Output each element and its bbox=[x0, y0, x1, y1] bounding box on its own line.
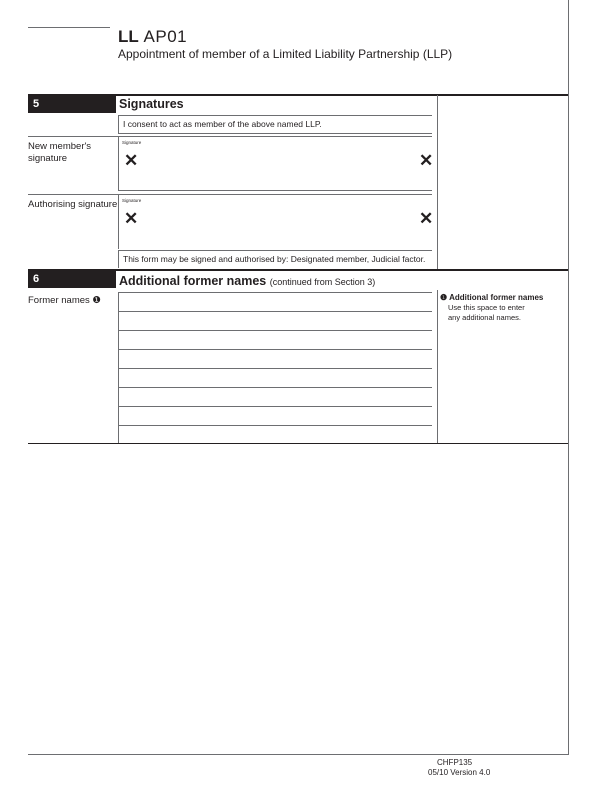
guidance-marker-icon: ❶ bbox=[440, 293, 448, 302]
footer-version: 05/10 Version 4.0 bbox=[428, 768, 491, 777]
form-number: AP01 bbox=[143, 27, 188, 46]
header-top-rule bbox=[28, 27, 110, 28]
consent-box-left bbox=[118, 115, 119, 133]
guidance-text: Use this space to enter any additional names. bbox=[448, 303, 525, 322]
former-name-row[interactable] bbox=[118, 387, 432, 406]
former-names-guidance bbox=[440, 293, 565, 323]
section5-title: Signatures bbox=[119, 97, 184, 111]
former-name-row[interactable] bbox=[118, 406, 432, 425]
former-names-label-text: Former names bbox=[28, 295, 90, 306]
authorised-by-text: This form may be signed and authorised by: Designated member, Judicial factor. bbox=[123, 254, 426, 264]
former-name-row[interactable] bbox=[118, 425, 432, 444]
section5-number: 5 bbox=[28, 95, 116, 113]
new-member-signature-caption: Signature bbox=[122, 140, 142, 145]
authorising-signature-box[interactable] bbox=[118, 194, 432, 249]
former-name-row[interactable] bbox=[118, 311, 432, 330]
authorising-signature-label: Authorising signature bbox=[28, 199, 118, 210]
section6-title-note: (continued from Section 3) bbox=[269, 277, 376, 287]
consent-box-bottom bbox=[118, 133, 432, 134]
form-title: Appointment of member of a Limited Liability Partnership (LLP) bbox=[118, 47, 453, 61]
guidance-title bbox=[440, 293, 565, 302]
section6-title bbox=[119, 274, 375, 288]
form-prefix: LL bbox=[118, 27, 139, 46]
page-bottom-rule bbox=[28, 754, 568, 755]
authorised-by-box-left bbox=[118, 250, 119, 268]
authorised-by-box-top bbox=[118, 250, 432, 251]
former-name-row[interactable] bbox=[118, 368, 432, 387]
former-names-table bbox=[118, 292, 432, 444]
new-member-signature-box[interactable] bbox=[118, 136, 432, 191]
former-names-label bbox=[28, 295, 101, 307]
former-name-row[interactable] bbox=[118, 292, 432, 311]
form-code bbox=[118, 27, 187, 47]
new-member-sign-end-cross-icon: ✕ bbox=[419, 151, 434, 170]
guidance-title-text: Additional former names bbox=[449, 293, 544, 302]
new-member-sign-start-cross-icon: ✕ bbox=[124, 151, 139, 170]
authorising-sign-start-cross-icon: ✕ bbox=[124, 209, 139, 228]
former-name-row[interactable] bbox=[118, 330, 432, 349]
page-border-right bbox=[568, 0, 569, 755]
authorising-signature-caption: Signature bbox=[122, 198, 142, 203]
footer-code: CHFP135 bbox=[437, 758, 473, 767]
section5-guidance-divider bbox=[437, 95, 438, 270]
new-member-signature-label: New member's signature bbox=[28, 141, 92, 164]
former-name-row[interactable] bbox=[118, 349, 432, 368]
section6-title-text: Additional former names bbox=[119, 274, 267, 288]
section6-guidance-divider bbox=[437, 290, 438, 444]
section6-number: 6 bbox=[28, 270, 116, 288]
consent-text: I consent to act as member of the above named LLP. bbox=[123, 119, 322, 129]
former-names-marker-icon: ❶ bbox=[92, 295, 101, 306]
section6-bottom-rule bbox=[28, 443, 568, 444]
consent-box-top bbox=[118, 115, 432, 116]
authorising-sign-end-cross-icon: ✕ bbox=[419, 209, 434, 228]
